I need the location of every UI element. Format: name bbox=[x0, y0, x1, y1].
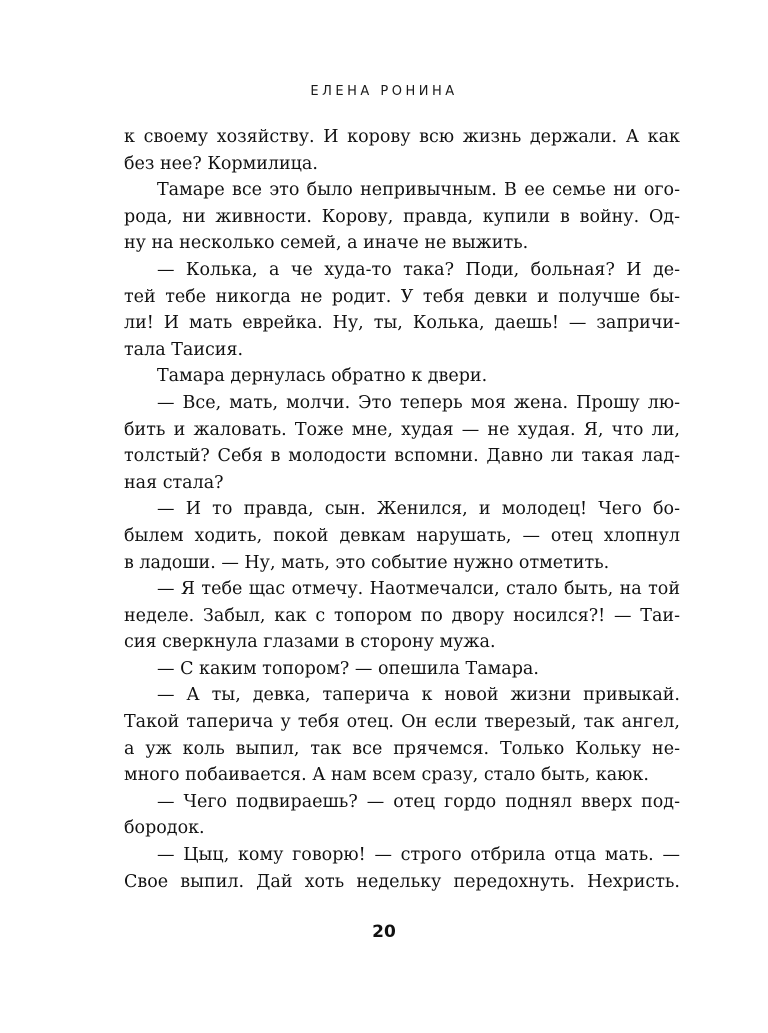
text-line: — Я тебе щас отмечу. Наотмечалси, стало быть, на той bbox=[157, 579, 680, 600]
text-line: а уж коль выпил, так все прячемся. Только Кольку не- bbox=[124, 738, 680, 759]
text-line: бородок. bbox=[124, 818, 205, 839]
text-line: — А ты, девка, таперича к новой жизни привыкай. bbox=[157, 685, 680, 706]
text-line: — Цыц, кому говорю! — строго отбрила отца мать. — bbox=[157, 845, 680, 866]
text-line: ну на несколько семей, а иначе не выжить. bbox=[124, 233, 529, 254]
text-line: тей тебе никогда не родит. У тебя девки и получше бы- bbox=[124, 286, 680, 307]
text-line: Свое выпил. Дай хоть недельку передохнуть. Нехристь. bbox=[124, 871, 680, 892]
text-line: — Все, мать, молчи. Это теперь моя жена. Прошу лю- bbox=[157, 392, 680, 413]
text-line: в ладоши. — Ну, мать, это событие нужно отметить. bbox=[124, 552, 610, 573]
text-line: много побаивается. А нам всем сразу, стало быть, каюк. bbox=[124, 765, 649, 786]
text-line: бить и жаловать. Тоже мне, худая — не худая. Я, что ли, bbox=[124, 419, 680, 440]
text-line: Тамара дернулась обратно к двери. bbox=[157, 366, 488, 387]
text-line: ли! И мать еврейка. Ну, ты, Колька, даешь! — запричи- bbox=[124, 313, 680, 334]
text-line: былем ходить, покой девкам нарушать, — отец хлопнул bbox=[124, 525, 680, 546]
text-line: — Колька, а че худа-то така? Поди, больная? И де- bbox=[157, 259, 680, 280]
text-line: — Чего подвираешь? — отец гордо поднял вверх под- bbox=[157, 791, 680, 812]
text-line: без нее? Кормилица. bbox=[124, 153, 318, 174]
text-line: Тамаре все это было непривычным. В ее семье ни ого- bbox=[157, 180, 680, 201]
text-line: тала Таисия. bbox=[124, 339, 244, 360]
text-line: толстый? Себя в молодости вспомни. Давно ли такая лад- bbox=[124, 446, 680, 467]
running-head-author: ЕЛЕНА РОНИНА bbox=[310, 84, 458, 99]
page-number: 20 bbox=[372, 922, 396, 942]
text-line: рода, ни живности. Корову, правда, купили в войну. Од- bbox=[124, 206, 680, 227]
body-text bbox=[124, 124, 680, 895]
text-line: — С каким топором? — опешила Тамара. bbox=[157, 658, 539, 679]
text-line: ная стала? bbox=[124, 472, 224, 493]
text-line: — И то правда, сын. Женился, и молодец! Чего бо- bbox=[157, 499, 680, 520]
text-line: Такой таперича у тебя отец. Он если тверезый, так ангел, bbox=[124, 712, 680, 733]
text-line: сия сверкнула глазами в сторону мужа. bbox=[124, 632, 496, 653]
text-line: к своему хозяйству. И корову всю жизнь держали. А как bbox=[124, 127, 680, 147]
text-line: неделе. Забыл, как с топором по двору носился?! — Таи- bbox=[124, 605, 680, 626]
